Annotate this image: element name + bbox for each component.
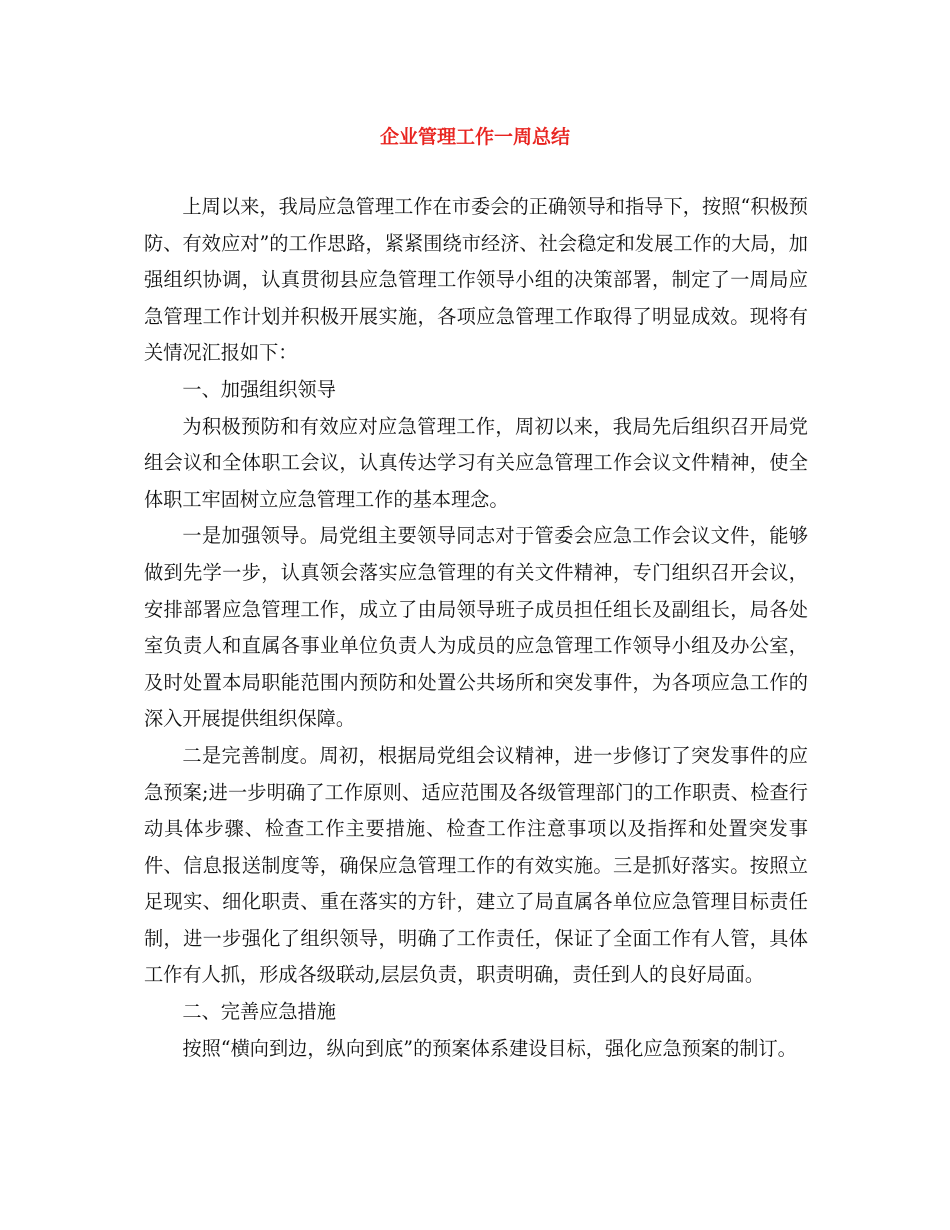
paragraph-system: 二是完善制度。周初，根据局党组会议精神，进一步修订了突发事件的应急预案;进一步明确了工作原则、适应范围及各级管理部门的工作职责、检查行动具体步骤、检查工作主要措施、检查工作注意事项以及指挥和处置突发事件、信息报送制度等，确保应急管理工作的有效实施。三是抓好落实。按照立足现实、细化职责、重在落实的方针，建立了局直属各单位应急管理目标责任制，进一步强化了组织领导，明确了工作责任，保证了全面工作有人管，具体工作有人抓，形成各级联动,层层负责，职责明确，责任到人的良好局面。 bbox=[144, 743, 808, 987]
paragraph-leadership: 一是加强领导。局党组主要领导同志对于管委会应急工作会议文件，能够做到先学一步，认真领会落实应急管理的有关文件精神，专门组织召开会议，安排部署应急管理工作，成立了由局领导班子成员担任组长及副组长，局各处室负责人和直属各事业单位负责人为成员的应急管理工作领导小组及办公室，及时处置本局职能范围内预防和处置公共场所和突发事件，为各项应急工作的深入开展提供组织保障。 bbox=[144, 524, 808, 731]
paragraph-intro: 上周以来，我局应急管理工作在市委会的正确领导和指导下，按照“积极预防、有效应对”的工作思路，紧紧围绕市经济、社会稳定和发展工作的大局，加强组织协调，认真贯彻县应急管理工作领导小组的决策部署，制定了一周局应急管理工作计划并积极开展实施，各项应急管理工作取得了明显成效。现将有关情况汇报如下： bbox=[144, 195, 808, 365]
document-body bbox=[144, 189, 808, 1067]
paragraph-section-1: 为积极预防和有效应对应急管理工作，周初以来，我局先后组织召开局党组会议和全体职工会议，认真传达学习有关应急管理工作会议文件精神，使全体职工牢固树立应急管理工作的基本理念。 bbox=[144, 414, 808, 511]
section-heading-2: 二、完善应急措施 bbox=[182, 1000, 336, 1024]
paragraph-section-2: 按照“横向到边，纵向到底”的预案体系建设目标，强化应急预案的制订。 bbox=[182, 1036, 797, 1060]
section-heading-1: 一、加强组织领导 bbox=[182, 377, 336, 401]
document-title: 企业管理工作一周总结 bbox=[379, 126, 570, 148]
